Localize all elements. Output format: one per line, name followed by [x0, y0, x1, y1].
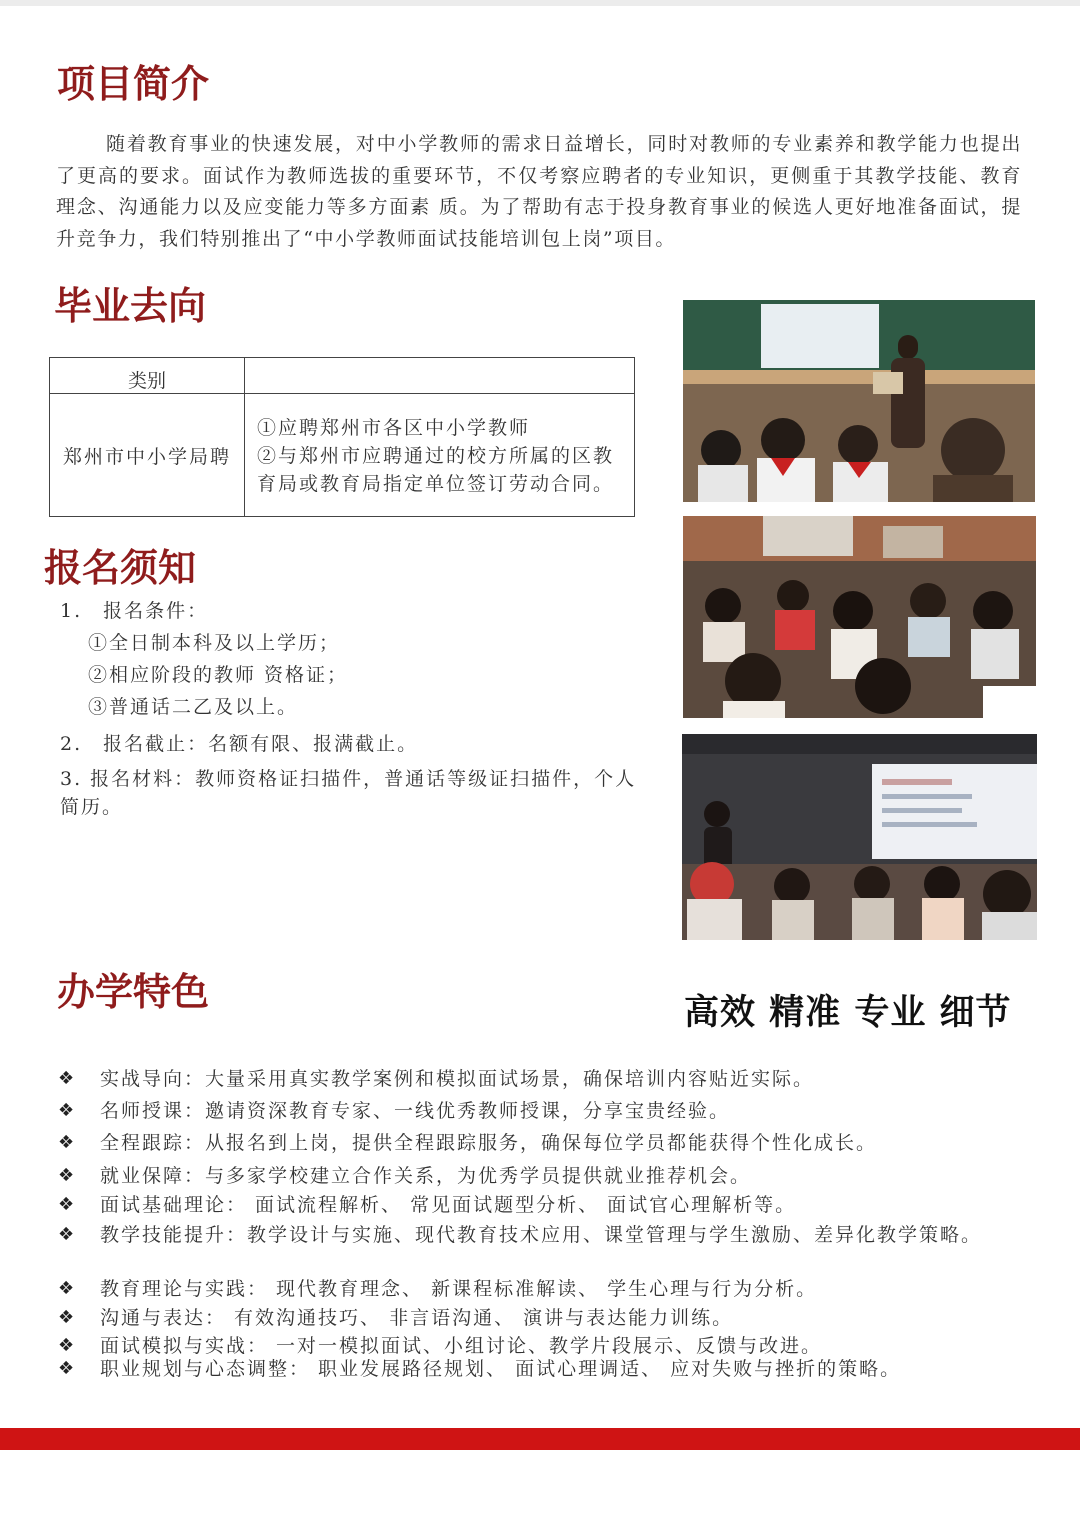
diamond-bullet-icon: ❖ — [58, 1165, 77, 1186]
reg-item-3-line1: 3. 报名材料：教师资格证扫描件，普通话等级证扫描件，个人 — [60, 768, 637, 790]
diamond-bullet-icon: ❖ — [58, 1358, 77, 1379]
diamond-bullet-icon: ❖ — [58, 1068, 77, 1089]
diamond-bullet-icon: ❖ — [58, 1100, 77, 1121]
table-cell-detail — [245, 394, 635, 517]
table-detail-2: ②与郑州市应聘通过的校方所属的区教育局或教育局指定单位签订劳动合同。 — [257, 445, 615, 495]
seminar-photo — [682, 734, 1037, 940]
destination-heading: 毕业去向 — [54, 284, 207, 328]
table-cell-category: 郑州市中小学局聘 — [50, 394, 245, 517]
top-strip — [0, 0, 1080, 6]
table-header-blank — [245, 358, 635, 394]
destination-table — [49, 357, 635, 517]
reg-condition-2: ②相应阶段的教师 资格证； — [88, 664, 349, 686]
reg-item-3-line2: 简历。 — [60, 796, 124, 818]
lecture-hall-photo — [683, 516, 1036, 718]
diamond-bullet-icon: ❖ — [58, 1194, 77, 1215]
reg-item-1: 1. 报名条件： — [60, 600, 209, 622]
diamond-bullet-icon: ❖ — [58, 1278, 77, 1299]
features-heading: 办学特色 — [57, 970, 210, 1014]
registration-heading: 报名须知 — [44, 546, 197, 590]
footer-red-bar — [0, 1428, 1080, 1450]
classroom-photo — [683, 300, 1035, 502]
table-detail-1: ①应聘郑州市各区中小学教师 — [257, 417, 531, 439]
diamond-bullet-icon: ❖ — [58, 1335, 77, 1356]
table-header-category: 类别 — [50, 358, 245, 394]
diamond-bullet-icon: ❖ — [58, 1307, 77, 1328]
diamond-bullet-icon: ❖ — [58, 1132, 77, 1153]
diamond-bullet-icon: ❖ — [58, 1224, 77, 1245]
intro-heading: 项目简介 — [57, 62, 210, 106]
features-slogan: 高效 精准 专业 细节 — [684, 993, 1012, 1033]
reg-condition-3: ③普通话二乙及以上。 — [88, 696, 299, 718]
reg-item-2: 2. 报名截止：名额有限、报满截止。 — [60, 733, 419, 755]
reg-condition-1: ①全日制本科及以上学历； — [88, 632, 341, 654]
intro-paragraph: 随着教育事业的快速发展，对中小学教师的需求日益增长，同时对教师的专业素养和教学能力也提出了更高的要求。面试作为教师选拔的重要环节，不仅考察应聘者的专业知识，更侧重于其教学技能、教育理念、沟通能力以及应变能力等多方面素 质。为了帮助有志于投身教育事业的候选人更好地准备面试，提升竞争力，我们特别推出了“中小学教师面试技能培训包上岗”项目。 — [56, 133, 1022, 250]
